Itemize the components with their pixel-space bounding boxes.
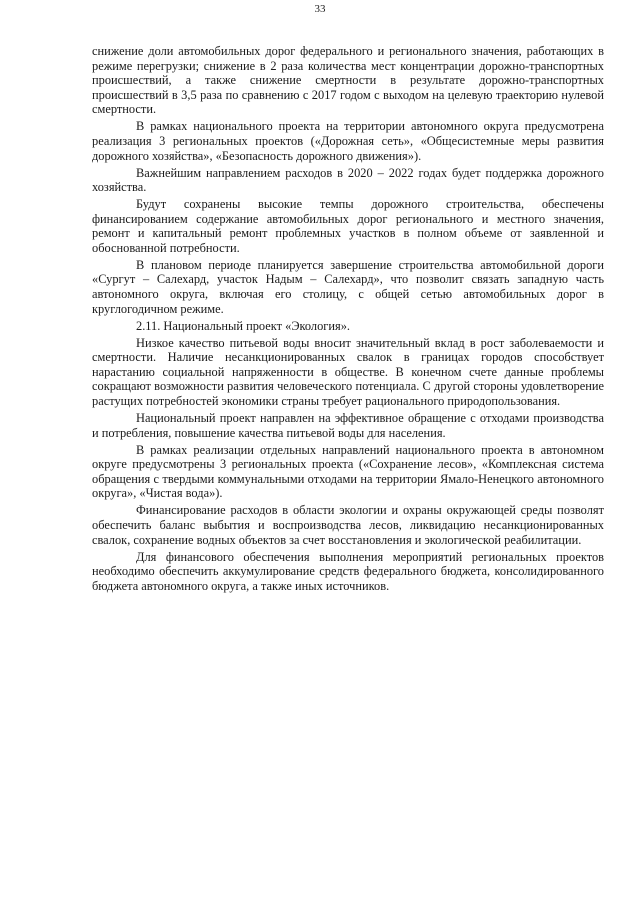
page-number: 33 [314,3,326,15]
paragraph: В плановом периоде планируется завершение строительства автомобильной дороги «Сургут – Салехард, участок Надым – Салехард», что позволит связать западную часть автономного округа, включая его столицу, с общей сетью автомобильных дорог в круглогодичном режиме. [92,257,604,316]
paragraph: Низкое качество питьевой воды вносит значительный вклад в рост заболеваемости и смертности. Наличие несанкционированных свалок в границах городов способствует нарастанию социальной напряженности в обществе. В конечном счете данные проблемы сокращают возможности развития человеческого потенциала. С другой стороны удовлетворение растущих потребностей экономики страны требует рационального природопользования. [92,335,604,408]
paragraph: В рамках реализации отдельных направлений национального проекта в автономном округе предусмотрены 3 региональных проекта («Сохранение лесов», «Комплексная система обращения с твердыми коммунальными отходами на территории Ямало-Ненецкого автономного округа», «Чистая вода»). [92,442,604,501]
paragraph: Национальный проект направлен на эффективное обращение с отходами производства и потребления, повышение качества питьевой воды для населения. [92,410,604,440]
paragraph: снижение доли автомобильных дорог федерального и регионального значения, работающих в режиме перегрузки; снижение в 2 раза количества мест концентрации дорожно-транспортных происшествий, а также снижение смертности в результате дорожно-транспортных происшествий в 3,5 раза по сравнению с 2017 годом с выходом на целевую траекторию нулевой смертности. [92,44,604,117]
paragraph: Финансирование расходов в области экологии и охраны окружающей среды позволят обеспечить баланс выбытия и воспроизводства лесов, ликвидацию несанкционированных свалок, сохранение водных объектов за счет восстановления и экологической реабилитации. [92,503,604,547]
document-body [92,44,604,596]
paragraph: Важнейшим направлением расходов в 2020 – 2022 годах будет поддержка дорожного хозяйства. [92,165,604,195]
paragraph: Для финансового обеспечения выполнения мероприятий региональных проектов необходимо обеспечить аккумулирование средств федерального бюджета, консолидированного бюджета автономного округа, а также иных источников. [92,549,604,593]
paragraph: В рамках национального проекта на территории автономного округа предусмотрена реализация 3 региональных проектов («Дорожная сеть», «Общесистемные меры развития дорожного хозяйства», «Безопасность дорожного движения»). [92,119,604,163]
section-heading: 2.11. Национальный проект «Экология». [136,318,351,333]
paragraph: Будут сохранены высокие темпы дорожного строительства, обеспечены финансированием содержание автомобильных дорог регионального и местного значения, ремонт и капитальный ремонт проблемных участков в полном объеме от заявленной и обоснованной потребности. [92,197,604,255]
